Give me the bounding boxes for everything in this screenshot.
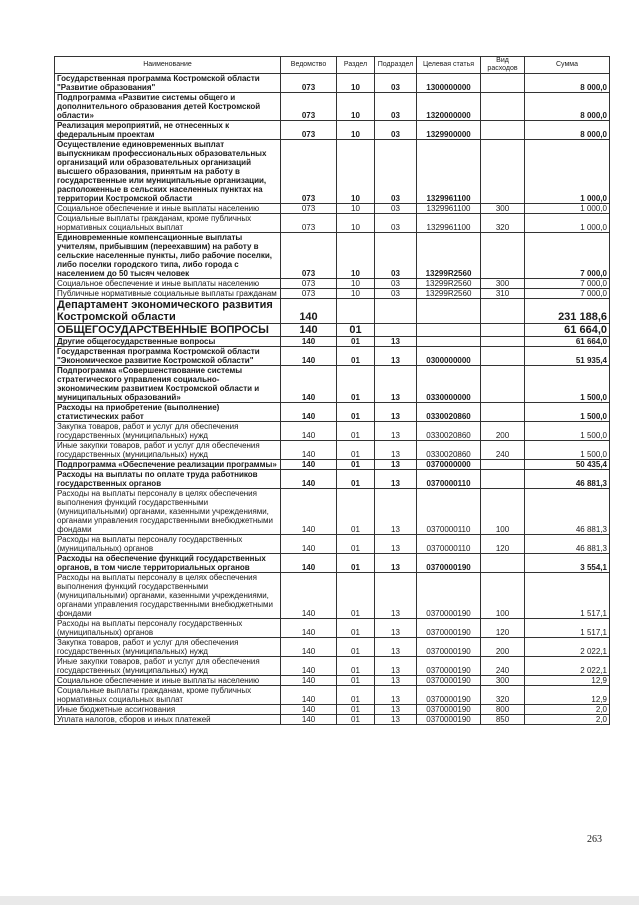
cell-subsection: 03: [375, 214, 417, 233]
budget-table: [54, 56, 610, 725]
cell-subsection: 13: [375, 460, 417, 470]
cell-section: 01: [337, 489, 375, 535]
cell-target: 0370000110: [417, 535, 481, 554]
cell-dept: 140: [281, 299, 337, 324]
cell-kind: 200: [481, 638, 525, 657]
cell-section: 10: [337, 121, 375, 140]
header-section: Раздел: [337, 57, 375, 74]
cell-sum: 1 500,0: [525, 441, 610, 460]
cell-dept: 140: [281, 470, 337, 489]
cell-subsection: 13: [375, 619, 417, 638]
cell-section: 10: [337, 74, 375, 93]
cell-target: 0300000000: [417, 347, 481, 366]
table-row: [55, 233, 610, 279]
cell-section: 10: [337, 214, 375, 233]
table-row: [55, 121, 610, 140]
cell-target: 1329961100: [417, 140, 481, 204]
cell-dept: 073: [281, 93, 337, 121]
cell-name: Расходы на выплаты по оплате труда работников государственных органов: [55, 470, 281, 489]
cell-section: [337, 299, 375, 324]
cell-section: 01: [337, 441, 375, 460]
cell-kind: [481, 347, 525, 366]
cell-kind: [481, 460, 525, 470]
cell-kind: 320: [481, 214, 525, 233]
cell-name: Социальное обеспечение и иные выплаты населению: [55, 204, 281, 214]
cell-target: 13299R2560: [417, 289, 481, 299]
cell-kind: [481, 470, 525, 489]
cell-kind: 300: [481, 204, 525, 214]
cell-section: 01: [337, 460, 375, 470]
cell-target: 0370000110: [417, 489, 481, 535]
cell-kind: [481, 233, 525, 279]
header-sum: Сумма: [525, 57, 610, 74]
cell-subsection: 13: [375, 422, 417, 441]
cell-name: Уплата налогов, сборов и иных платежей: [55, 715, 281, 725]
table-row: [55, 705, 610, 715]
cell-name: Осуществление единовременных выплат выпускникам профессиональных образовательных организаций или образовательных организаций высшего образования, принятым на работу в государственные или муниципальные организации, расположенные в сельских населенных пунктах на территории Костромской области: [55, 140, 281, 204]
cell-dept: 140: [281, 705, 337, 715]
cell-name: Закупка товаров, работ и услуг для обеспечения государственных (муниципальных) нужд: [55, 638, 281, 657]
cell-target: 0330000000: [417, 366, 481, 403]
cell-target: [417, 324, 481, 337]
cell-sum: 8 000,0: [525, 93, 610, 121]
cell-subsection: 13: [375, 705, 417, 715]
cell-subsection: 03: [375, 74, 417, 93]
header-target: Целевая статья: [417, 57, 481, 74]
scan-bottom-edge: [0, 896, 639, 905]
cell-kind: [481, 74, 525, 93]
cell-name: Подпрограмма «Совершенствование системы стратегического управления социально-экономическим развитием Костромской области и муниципальных образований»: [55, 366, 281, 403]
cell-dept: 073: [281, 140, 337, 204]
cell-name: Иные закупки товаров, работ и услуг для обеспечения государственных (муниципальных) нужд: [55, 441, 281, 460]
cell-dept: 073: [281, 74, 337, 93]
cell-subsection: 03: [375, 121, 417, 140]
table-row: [55, 347, 610, 366]
cell-section: 01: [337, 705, 375, 715]
table-row: [55, 74, 610, 93]
cell-sum: 2,0: [525, 705, 610, 715]
cell-section: 01: [337, 657, 375, 676]
cell-kind: 320: [481, 686, 525, 705]
cell-dept: 073: [281, 289, 337, 299]
cell-target: 0370000190: [417, 705, 481, 715]
cell-kind: [481, 140, 525, 204]
header-kind: Вид расходов: [481, 57, 525, 74]
cell-sum: 1 517,1: [525, 619, 610, 638]
cell-target: 0370000000: [417, 460, 481, 470]
cell-section: 01: [337, 324, 375, 337]
cell-section: 10: [337, 204, 375, 214]
table-row: [55, 403, 610, 422]
table-row: [55, 93, 610, 121]
cell-kind: 240: [481, 657, 525, 676]
cell-target: [417, 299, 481, 324]
cell-target: 0370000190: [417, 657, 481, 676]
cell-subsection: 13: [375, 676, 417, 686]
cell-dept: 140: [281, 676, 337, 686]
cell-kind: [481, 366, 525, 403]
cell-name: Реализация мероприятий, не отнесенных к федеральным проектам: [55, 121, 281, 140]
cell-sum: 61 664,0: [525, 324, 610, 337]
cell-dept: 073: [281, 279, 337, 289]
cell-dept: 140: [281, 366, 337, 403]
cell-subsection: 13: [375, 715, 417, 725]
cell-kind: 300: [481, 676, 525, 686]
cell-target: 1320000000: [417, 93, 481, 121]
cell-section: 01: [337, 676, 375, 686]
cell-name: Расходы на выплаты персоналу в целях обеспечения выполнения функций государственными (муниципальными) органами, казенными учреждениями, органами управления государственными внебюджетными фондами: [55, 489, 281, 535]
cell-dept: 140: [281, 460, 337, 470]
cell-dept: 140: [281, 715, 337, 725]
cell-name: ОБЩЕГОСУДАРСТВЕННЫЕ ВОПРОСЫ: [55, 324, 281, 337]
cell-name: Социальное обеспечение и иные выплаты населению: [55, 279, 281, 289]
cell-sum: 46 881,3: [525, 535, 610, 554]
cell-kind: [481, 121, 525, 140]
cell-sum: 2,0: [525, 715, 610, 725]
cell-sum: 7 000,0: [525, 289, 610, 299]
header-name: Наименование: [55, 57, 281, 74]
cell-name: Социальные выплаты гражданам, кроме публичных нормативных социальных выплат: [55, 686, 281, 705]
cell-subsection: 13: [375, 337, 417, 347]
table-row: [55, 366, 610, 403]
table-header-row: [55, 57, 610, 74]
cell-subsection: 03: [375, 279, 417, 289]
cell-name: Расходы на выплаты персоналу в целях обеспечения выполнения функций государственными (муниципальными) органами, казенными учреждениями, органами управления государственными внебюджетными фондами: [55, 573, 281, 619]
cell-section: 10: [337, 140, 375, 204]
table-row: [55, 619, 610, 638]
cell-dept: 073: [281, 121, 337, 140]
cell-kind: 120: [481, 619, 525, 638]
cell-sum: 1 000,0: [525, 204, 610, 214]
cell-sum: 7 000,0: [525, 233, 610, 279]
table-row: [55, 460, 610, 470]
table-row: [55, 289, 610, 299]
cell-name: Другие общегосударственные вопросы: [55, 337, 281, 347]
cell-sum: 3 554,1: [525, 554, 610, 573]
cell-kind: 300: [481, 279, 525, 289]
table-row: [55, 554, 610, 573]
cell-dept: 140: [281, 657, 337, 676]
table-row: [55, 470, 610, 489]
cell-section: 10: [337, 93, 375, 121]
cell-dept: 140: [281, 535, 337, 554]
cell-subsection: 13: [375, 554, 417, 573]
cell-subsection: 13: [375, 573, 417, 619]
cell-sum: 46 881,3: [525, 470, 610, 489]
table-row: [55, 214, 610, 233]
cell-section: 10: [337, 279, 375, 289]
cell-name: Расходы на выплаты персоналу государственных (муниципальных) органов: [55, 619, 281, 638]
cell-dept: 073: [281, 214, 337, 233]
cell-kind: 800: [481, 705, 525, 715]
table-row: [55, 638, 610, 657]
table-row: [55, 489, 610, 535]
cell-kind: 200: [481, 422, 525, 441]
cell-subsection: 13: [375, 347, 417, 366]
cell-dept: 073: [281, 204, 337, 214]
cell-subsection: 03: [375, 140, 417, 204]
cell-name: Подпрограмма «Обеспечение реализации программы»: [55, 460, 281, 470]
cell-kind: 850: [481, 715, 525, 725]
cell-section: 01: [337, 573, 375, 619]
cell-name: Департамент экономического развития Костромской области: [55, 299, 281, 324]
cell-kind: 100: [481, 573, 525, 619]
cell-name: Расходы на обеспечение функций государственных органов, в том числе территориальных органов: [55, 554, 281, 573]
table-row: [55, 422, 610, 441]
table-row: [55, 204, 610, 214]
cell-kind: 120: [481, 535, 525, 554]
cell-name: Расходы на выплаты персоналу государственных (муниципальных) органов: [55, 535, 281, 554]
cell-kind: 100: [481, 489, 525, 535]
cell-sum: 7 000,0: [525, 279, 610, 289]
cell-name: Иные закупки товаров, работ и услуг для обеспечения государственных (муниципальных) нужд: [55, 657, 281, 676]
cell-dept: 140: [281, 347, 337, 366]
cell-target: 0370000190: [417, 573, 481, 619]
cell-section: 01: [337, 470, 375, 489]
cell-kind: [481, 554, 525, 573]
cell-sum: 12,9: [525, 676, 610, 686]
cell-name: Иные бюджетные ассигнования: [55, 705, 281, 715]
cell-sum: 2 022,1: [525, 638, 610, 657]
cell-target: 0370000190: [417, 619, 481, 638]
cell-subsection: 13: [375, 403, 417, 422]
cell-dept: 140: [281, 422, 337, 441]
table-row: [55, 279, 610, 289]
table-row: [55, 441, 610, 460]
cell-sum: 1 000,0: [525, 140, 610, 204]
table-row: [55, 657, 610, 676]
cell-target: 0370000190: [417, 554, 481, 573]
table-row: [55, 140, 610, 204]
cell-section: 01: [337, 686, 375, 705]
cell-section: 01: [337, 337, 375, 347]
cell-dept: 073: [281, 233, 337, 279]
cell-sum: 46 881,3: [525, 489, 610, 535]
cell-sum: 1 000,0: [525, 214, 610, 233]
cell-subsection: 13: [375, 366, 417, 403]
cell-dept: 140: [281, 686, 337, 705]
page-number: 263: [587, 834, 602, 845]
cell-kind: [481, 299, 525, 324]
cell-target: [417, 337, 481, 347]
cell-target: 1329961100: [417, 214, 481, 233]
cell-name: Подпрограмма «Развитие системы общего и дополнительного образования детей Костромской области»: [55, 93, 281, 121]
table-row: [55, 299, 610, 324]
cell-kind: [481, 337, 525, 347]
cell-subsection: 13: [375, 686, 417, 705]
cell-name: Социальное обеспечение и иные выплаты населению: [55, 676, 281, 686]
cell-name: Единовременные компенсационные выплаты учителям, прибывшим (переехавшим) на работу в сельские населенные пункты, либо рабочие поселки, либо поселки городского типа, либо города с населением до 50 тысяч человек: [55, 233, 281, 279]
cell-sum: 1 517,1: [525, 573, 610, 619]
cell-section: 01: [337, 366, 375, 403]
cell-dept: 140: [281, 638, 337, 657]
cell-sum: 1 500,0: [525, 422, 610, 441]
cell-sum: 1 500,0: [525, 403, 610, 422]
cell-dept: 140: [281, 619, 337, 638]
cell-subsection: 13: [375, 638, 417, 657]
cell-dept: 140: [281, 554, 337, 573]
table-row: [55, 573, 610, 619]
cell-target: 0370000190: [417, 638, 481, 657]
cell-section: 01: [337, 347, 375, 366]
cell-sum: 2 022,1: [525, 657, 610, 676]
cell-target: 0370000110: [417, 470, 481, 489]
cell-target: 13299R2560: [417, 233, 481, 279]
cell-kind: 310: [481, 289, 525, 299]
table-row: [55, 686, 610, 705]
cell-dept: 140: [281, 441, 337, 460]
cell-kind: [481, 324, 525, 337]
cell-kind: [481, 93, 525, 121]
cell-target: 0370000190: [417, 715, 481, 725]
cell-subsection: 03: [375, 289, 417, 299]
header-subsection: Подраздел: [375, 57, 417, 74]
cell-target: 0370000190: [417, 676, 481, 686]
budget-table-sheet: [54, 56, 609, 725]
cell-section: 01: [337, 715, 375, 725]
cell-kind: 240: [481, 441, 525, 460]
cell-name: Публичные нормативные социальные выплаты гражданам: [55, 289, 281, 299]
cell-target: 0330020860: [417, 422, 481, 441]
cell-sum: 8 000,0: [525, 74, 610, 93]
cell-name: Государственная программа Костромской области "Развитие образования": [55, 74, 281, 93]
cell-sum: 8 000,0: [525, 121, 610, 140]
cell-target: 0330020860: [417, 403, 481, 422]
cell-section: 01: [337, 554, 375, 573]
cell-dept: 140: [281, 573, 337, 619]
cell-subsection: 03: [375, 93, 417, 121]
cell-subsection: 03: [375, 204, 417, 214]
cell-sum: 12,9: [525, 686, 610, 705]
cell-sum: 51 935,4: [525, 347, 610, 366]
cell-subsection: 13: [375, 441, 417, 460]
cell-target: 0370000190: [417, 686, 481, 705]
header-dept: Ведомство: [281, 57, 337, 74]
cell-subsection: 13: [375, 535, 417, 554]
cell-name: Государственная программа Костромской области "Экономическое развитие Костромской области": [55, 347, 281, 366]
cell-sum: 231 188,6: [525, 299, 610, 324]
cell-subsection: 13: [375, 489, 417, 535]
table-row: [55, 337, 610, 347]
cell-target: 1300000000: [417, 74, 481, 93]
cell-section: 01: [337, 403, 375, 422]
cell-sum: 50 435,4: [525, 460, 610, 470]
cell-section: 01: [337, 638, 375, 657]
cell-section: 01: [337, 619, 375, 638]
table-row: [55, 715, 610, 725]
table-row: [55, 676, 610, 686]
cell-subsection: 03: [375, 233, 417, 279]
cell-section: 10: [337, 289, 375, 299]
cell-sum: 61 664,0: [525, 337, 610, 347]
cell-dept: 140: [281, 337, 337, 347]
cell-dept: 140: [281, 489, 337, 535]
table-row: [55, 535, 610, 554]
cell-target: 1329900000: [417, 121, 481, 140]
cell-dept: 140: [281, 403, 337, 422]
cell-name: Социальные выплаты гражданам, кроме публичных нормативных социальных выплат: [55, 214, 281, 233]
cell-target: 0330020860: [417, 441, 481, 460]
cell-section: 01: [337, 422, 375, 441]
cell-name: Закупка товаров, работ и услуг для обеспечения государственных (муниципальных) нужд: [55, 422, 281, 441]
cell-subsection: [375, 299, 417, 324]
cell-subsection: 13: [375, 657, 417, 676]
cell-sum: 1 500,0: [525, 366, 610, 403]
cell-kind: [481, 403, 525, 422]
cell-name: Расходы на приобретение (выполнение) статистических работ: [55, 403, 281, 422]
table-row: [55, 324, 610, 337]
cell-section: 10: [337, 233, 375, 279]
cell-dept: 140: [281, 324, 337, 337]
cell-target: 13299R2560: [417, 279, 481, 289]
cell-target: 1329961100: [417, 204, 481, 214]
cell-subsection: [375, 324, 417, 337]
cell-section: 01: [337, 535, 375, 554]
cell-subsection: 13: [375, 470, 417, 489]
